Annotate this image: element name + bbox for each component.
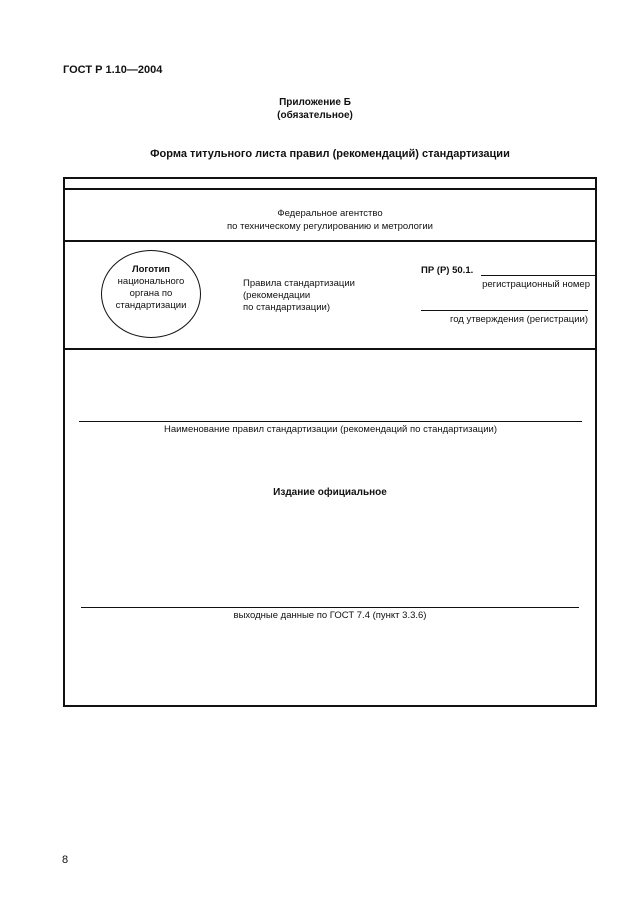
approval-year-caption: год утверждения (регистрации) [449,314,588,325]
logo-placeholder [101,250,201,338]
registration-number-line [481,275,595,276]
logo-line-4: стандартизации [115,300,187,311]
registration-prefix: ПР (Р) 50.1. [421,265,474,276]
form-title: Форма титульного листа правил (рекомендаций) стандартизации [150,148,510,160]
page-number: 8 [62,854,69,866]
approval-year-line [421,310,588,311]
name-caption: Наименование правил стандартизации (рекомендаций по стандартизации) [163,424,498,435]
agency-block [0,207,630,233]
appendix-heading [0,96,630,122]
agency-divider [65,240,595,242]
appendix-title: Приложение Б [279,97,351,108]
logo-line-3: органа по [129,288,173,299]
agency-line-2: по техническому регулированию и метрологии [227,221,433,232]
rules-type-line-3: по стандартизации) [243,302,331,313]
name-line [79,421,582,422]
rules-type-line-1: Правила стандартизации [243,278,355,289]
edition-label: Издание официальное [273,487,387,498]
output-data-caption: выходные данные по ГОСТ 7.4 (пункт 3.3.6) [233,610,427,621]
output-data-line [81,607,579,608]
document-header: ГОСТ Р 1.10—2004 [63,64,163,76]
rules-type-line-2: (рекомендации [243,290,311,301]
top-divider [65,188,595,190]
appendix-status: (обязательное) [277,110,353,121]
rules-type [243,278,355,314]
agency-line-1: Федеральное агентство [277,208,383,219]
registration-number-caption: регистрационный номер [482,279,590,290]
logo-line-2: национального [117,276,185,287]
registration-divider [65,348,595,350]
logo-title: Логотип [131,264,171,275]
